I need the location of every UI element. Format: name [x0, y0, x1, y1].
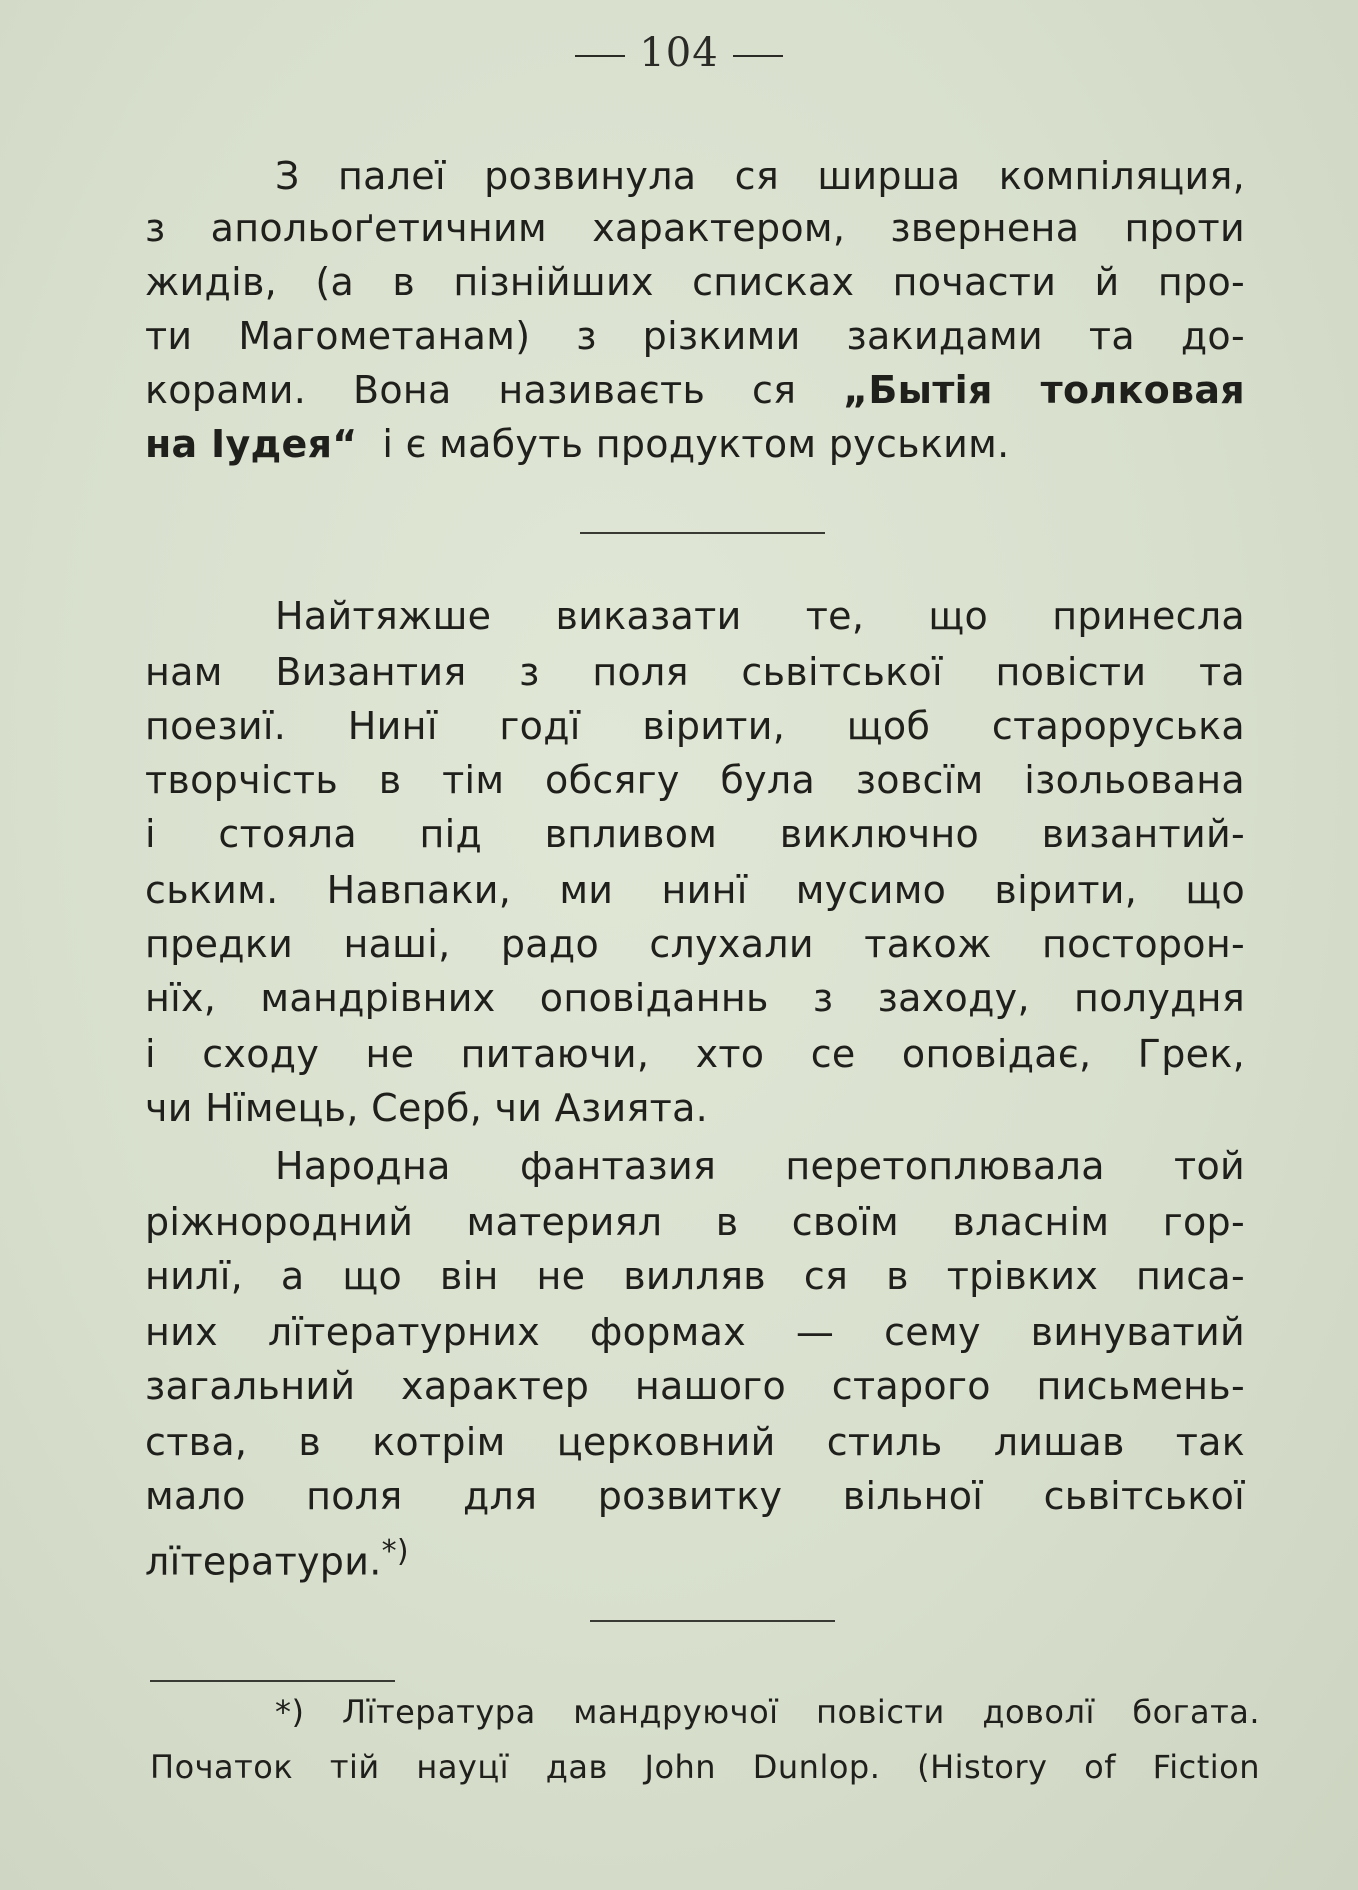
- text-line: поезиї. Нинї годї вірити, щоб староруська: [145, 704, 1245, 748]
- text-line: ріжнородний материял в своїм власнім гор-: [145, 1200, 1245, 1244]
- text-line: [145, 1526, 1245, 1584]
- footnote-marker: *): [381, 1534, 409, 1569]
- text-fragment: лїтератури.: [145, 1539, 382, 1584]
- footnote-line: *) Лїтература мандруючої повісти доволї богата.: [275, 1693, 1260, 1731]
- text-fragment: корами. Вона називаєть ся: [145, 368, 797, 412]
- bold-title-part-2: на Іудея“: [145, 422, 358, 466]
- text-line: ства, в котрім церковний стиль лишав так: [145, 1420, 1245, 1464]
- text-line: ським. Навпаки, ми нинї мусимо вірити, що: [145, 868, 1245, 912]
- page-number-text: 104: [639, 30, 719, 76]
- text-line: з апольоґетичним характером, звернена проти: [145, 206, 1245, 250]
- page-number-dash-right: [733, 55, 783, 57]
- footnote-rule: [150, 1680, 395, 1682]
- page-number: [0, 30, 1358, 76]
- text-line-with-title: [145, 418, 1245, 470]
- text-line: чи Нїмець, Серб, чи Азията.: [145, 1086, 709, 1130]
- text-line: нїх, мандрівних оповіданнь з заходу, полудня: [145, 976, 1245, 1020]
- text-line: і стояла під впливом виключно византий-: [145, 812, 1245, 856]
- text-line: предки наші, радо слухали також посторон-: [145, 922, 1245, 966]
- text-line: нилї, а що він не вилляв ся в трівких писа-: [145, 1254, 1245, 1298]
- text-line: творчість в тім обсягу була зовсїм ізольована: [145, 758, 1245, 802]
- text-line: жидів, (а в пізнійших списках почасти й про-: [145, 260, 1245, 304]
- footnote-line: Початок тій науцї дав John Dunlop. (History of Fiction: [150, 1748, 1260, 1786]
- text-line: і сходу не питаючи, хто се оповідає, Грек,: [145, 1032, 1245, 1076]
- text-line: мало поля для розвитку вільної сьвітської: [145, 1474, 1245, 1518]
- bold-title-part-1: „Бытія толковая: [843, 368, 1245, 412]
- text-fragment: і є мабуть продуктом руським.: [382, 422, 1010, 466]
- text-line: Народна фантазия перетоплювала той: [275, 1144, 1245, 1188]
- text-line: З палеї розвинула ся ширша компіляция,: [275, 154, 1245, 198]
- section-divider: [590, 1620, 835, 1622]
- text-line-with-title: [145, 364, 1245, 416]
- section-divider: [580, 532, 825, 534]
- text-line: нам Византия з поля сьвітської повісти та: [145, 650, 1245, 694]
- text-line: загальний характер нашого старого письмень-: [145, 1364, 1245, 1408]
- page-number-dash-left: [575, 55, 625, 57]
- text-line: них лїтературних формах — сему винуватий: [145, 1310, 1245, 1354]
- text-line: ти Магометанам) з різкими закидами та до-: [145, 314, 1245, 358]
- text-line: Найтяжше виказати те, що принесла: [275, 594, 1245, 638]
